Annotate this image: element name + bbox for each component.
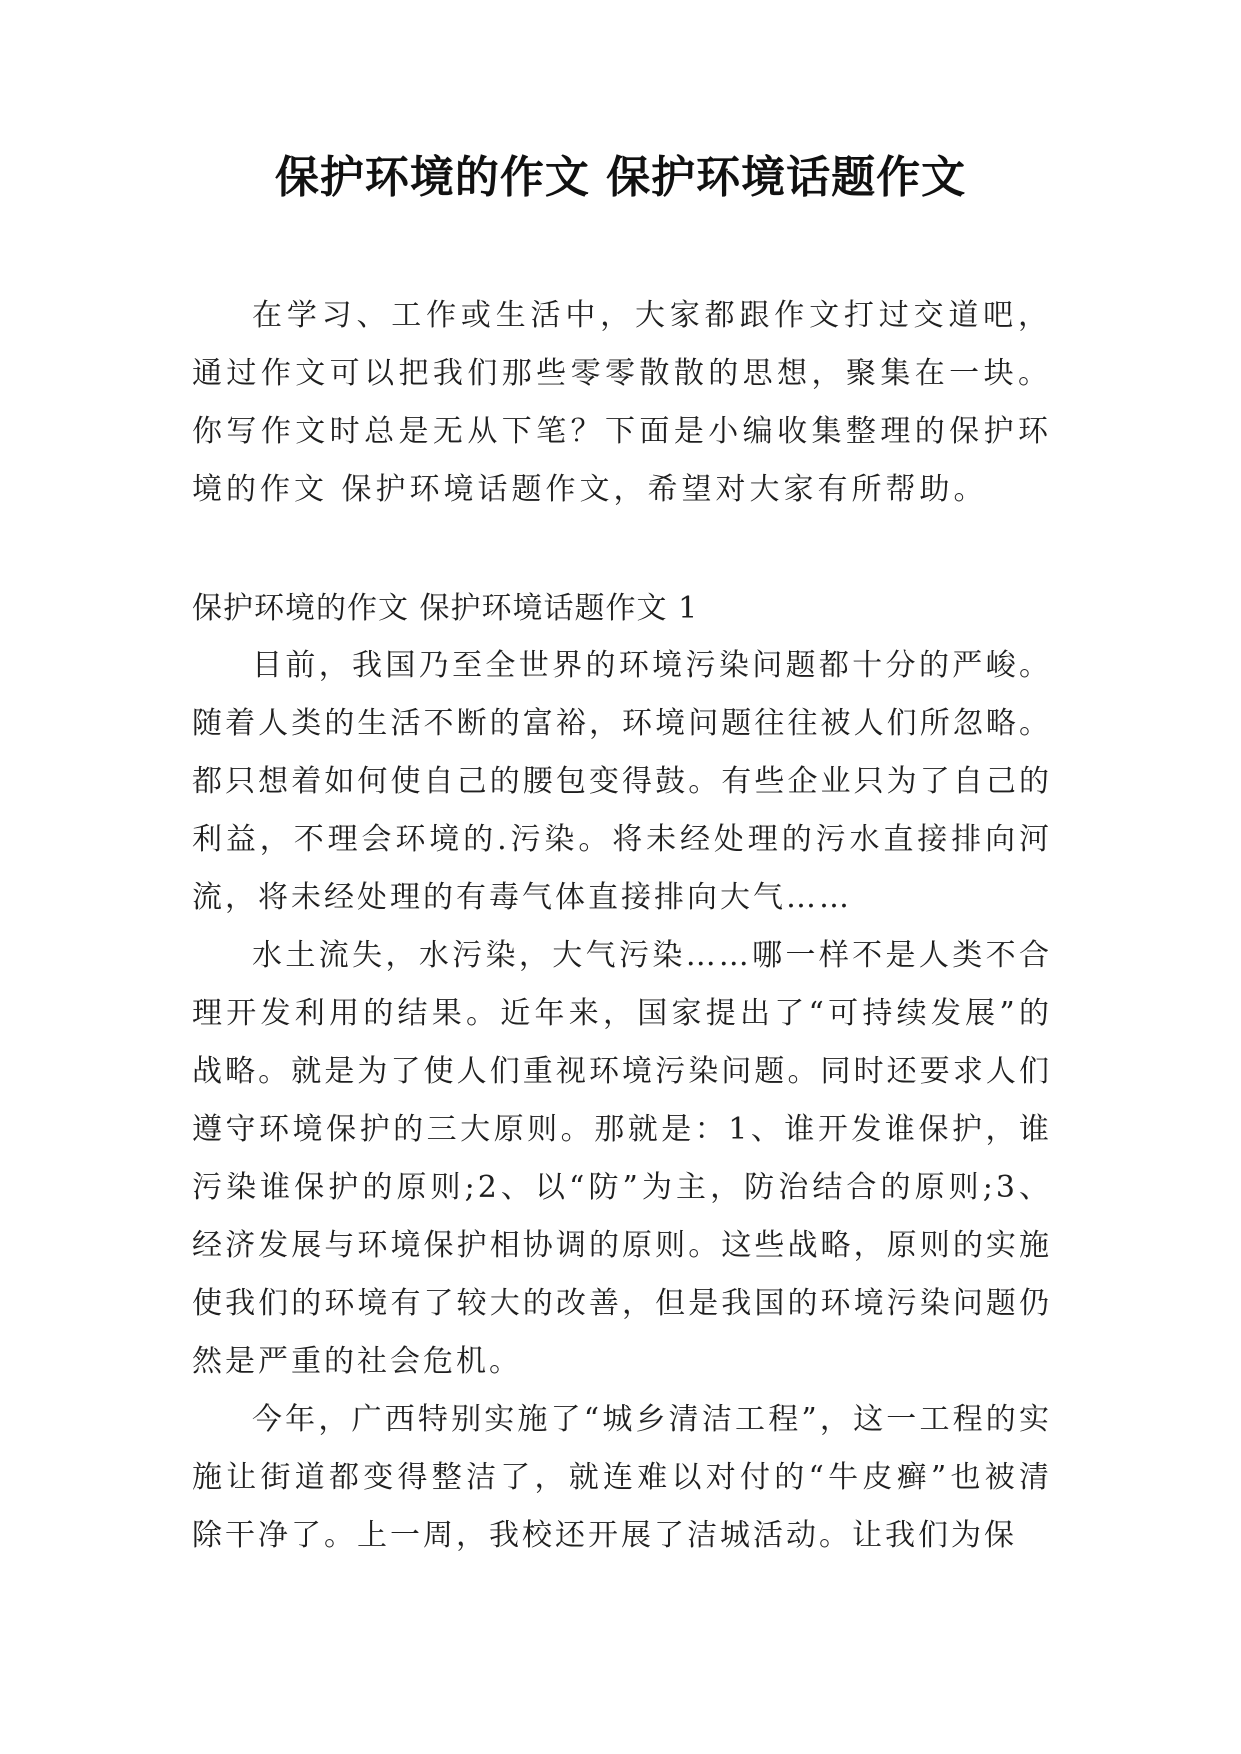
intro-block [192,287,1052,519]
essay-paragraph-2: 水土流失，水污染，大气污染……哪一样不是人类不合理开发利用的结果。近年来，国家提出了“可持续发展”的战略。就是为了使人们重视环境污染问题。同时还要求人们遵守环境保护的三大原则。那就是：1、谁开发谁保护，谁污染谁保护的原则;2、以“防”为主，防治结合的原则;3、经济发展与环境保护相协调的原则。这些战略，原则的实施使我们的环境有了较大的改善，但是我国的环境污染问题仍然是严重的社会危机。 [192,938,1052,1379]
essay-paragraph-1: 目前，我国乃至全世界的环境污染问题都十分的严峻。随着人类的生活不断的富裕，环境问题往往被人们所忽略。都只想着如何使自己的腰包变得鼓。有些企业只为了自己的利益，不理会环境的.污染。将未经处理的污水直接排向河流，将未经处理的有毒气体直接排向大气…… [192,648,1052,915]
intro-paragraph: 在学习、工作或生活中，大家都跟作文打过交道吧，通过作文可以把我们那些零零散散的思想，聚集在一块。你写作文时总是无从下笔？下面是小编收集整理的保护环境的作文 保护环境话题作文，希望对大家有所帮助。 [192,298,1052,507]
essay-body [192,637,1052,1565]
document-title: 保护环境的作文 保护环境话题作文 [274,152,967,203]
section-heading: 保护环境的作文 保护环境话题作文 1 [192,591,699,626]
essay-paragraph-3: 今年，广西特别实施了“城乡清洁工程”，这一工程的实施让街道都变得整洁了，就连难以对付的“牛皮癣”也被清除干净了。上一周，我校还开展了洁城活动。让我们为保 [192,1402,1052,1553]
